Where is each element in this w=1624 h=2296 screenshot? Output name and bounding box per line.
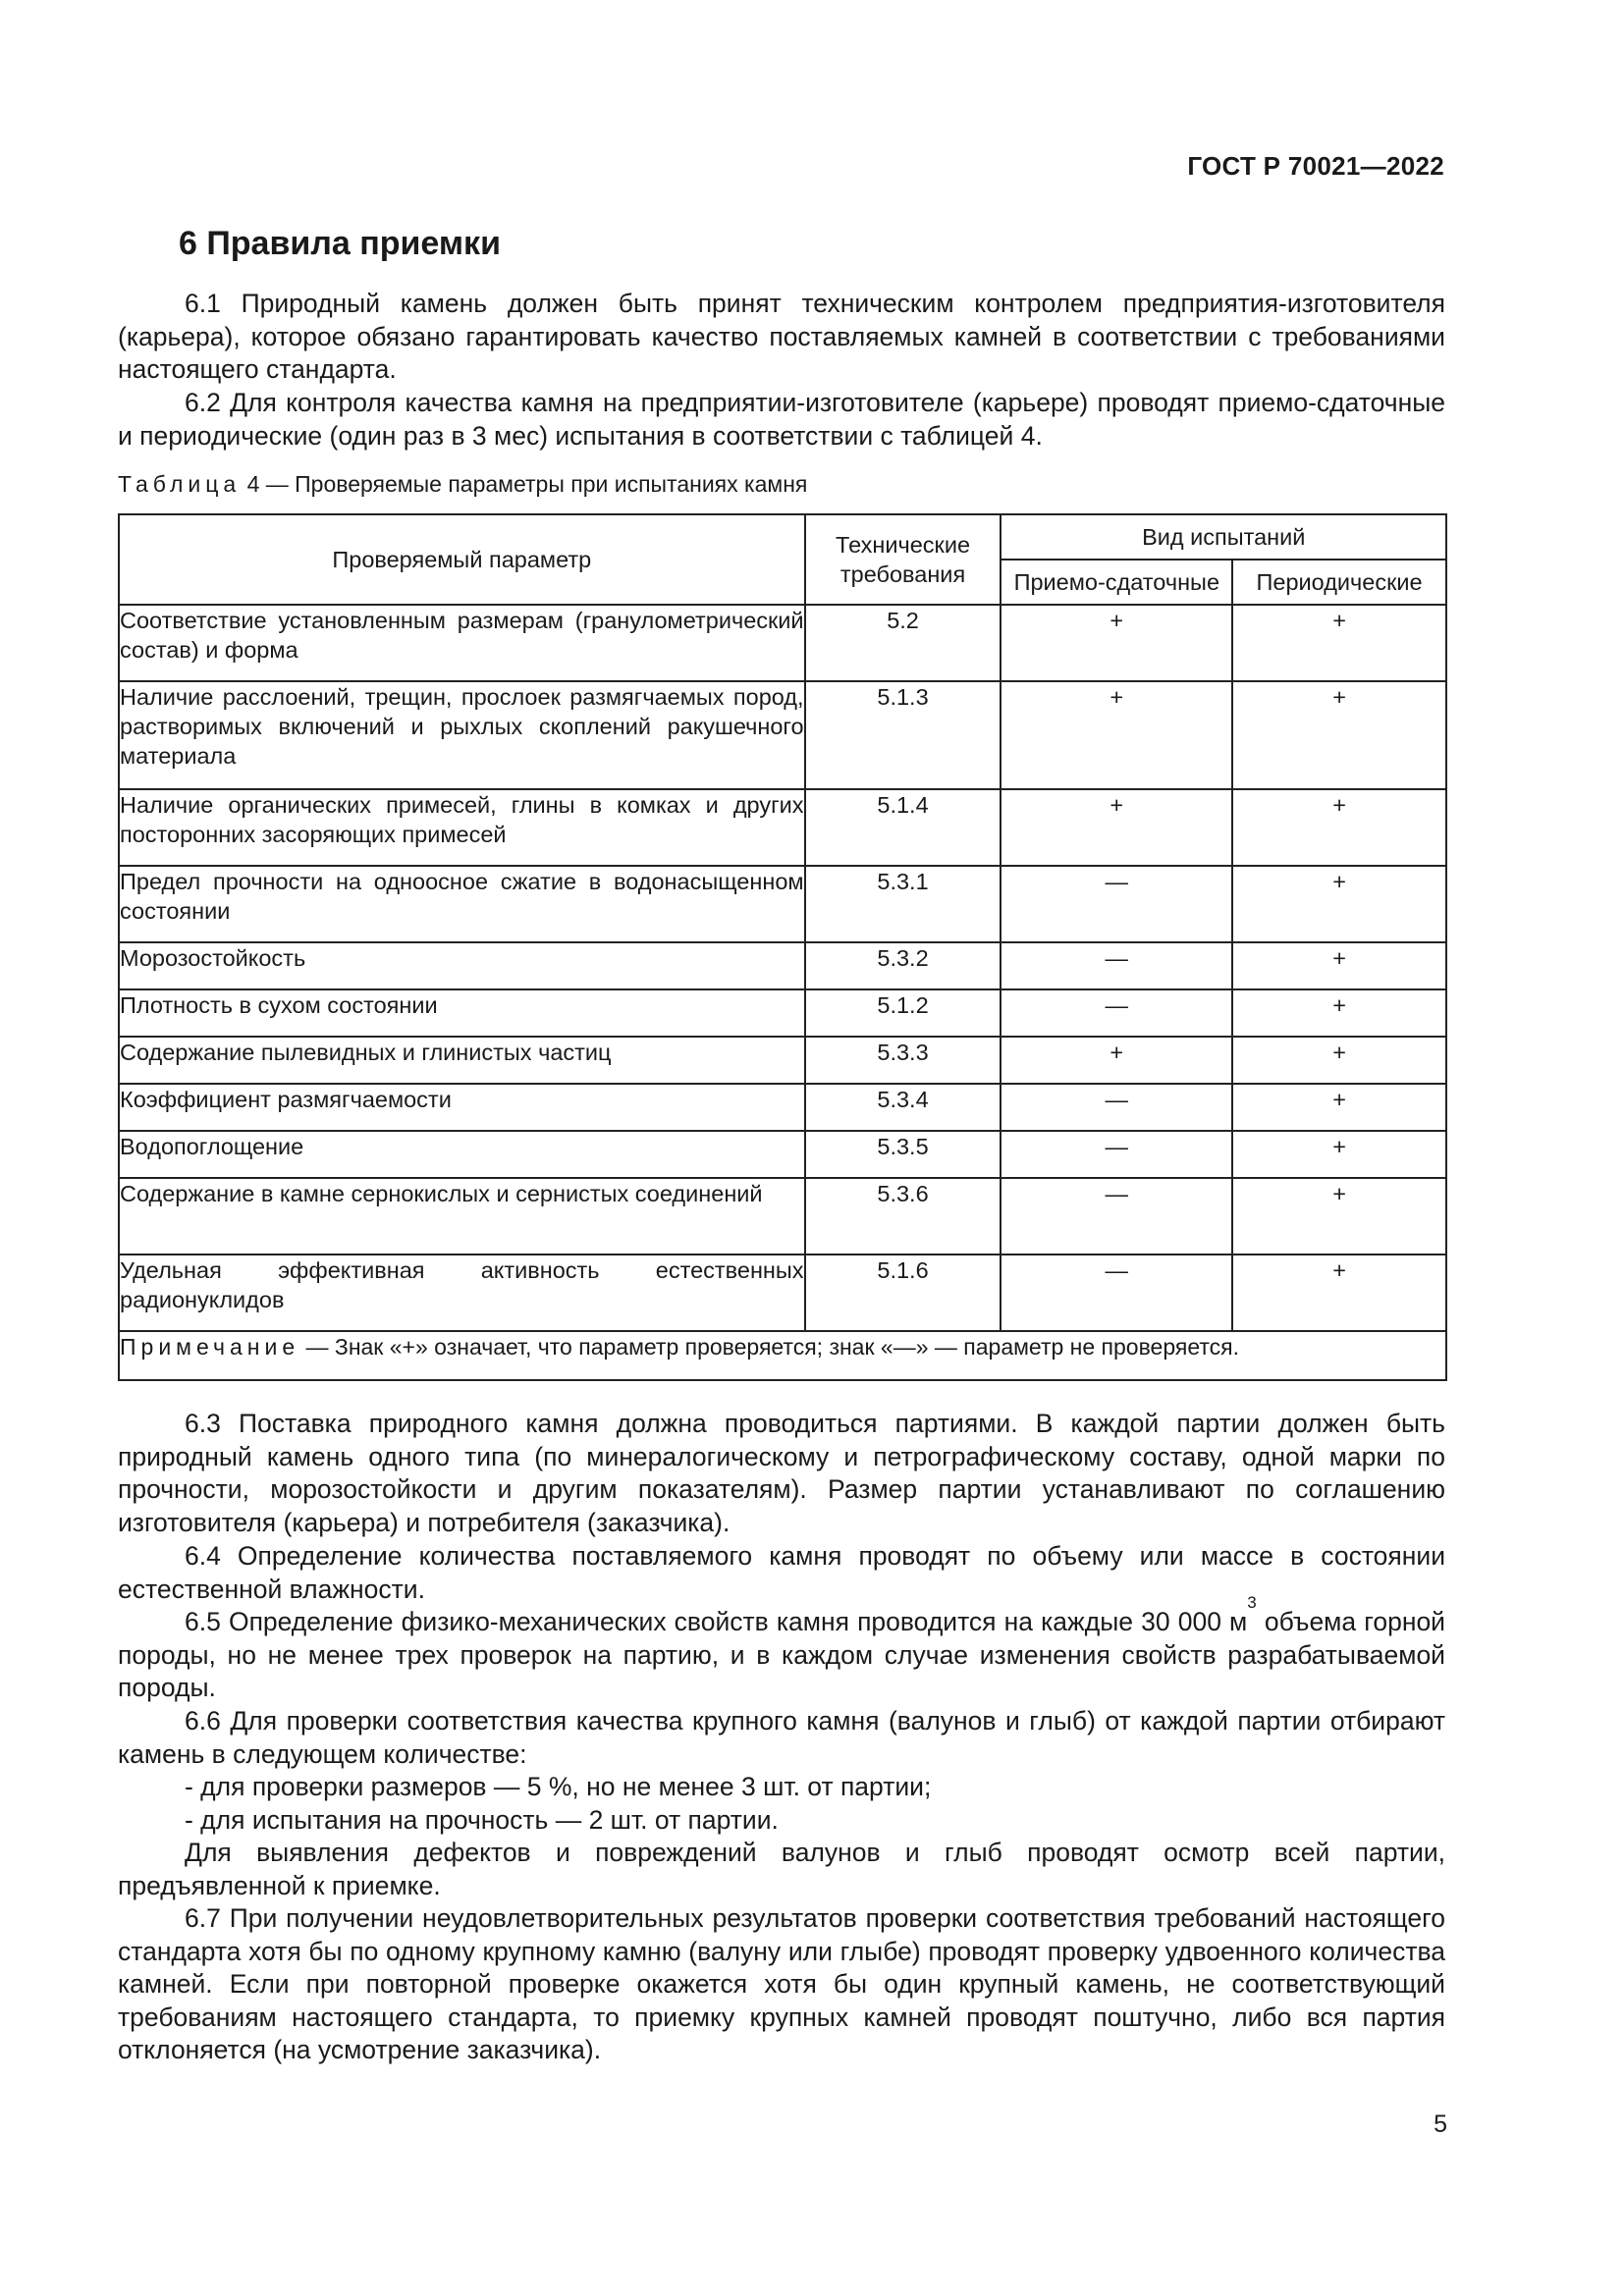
paragraph-6-5: [118, 1593, 1445, 1705]
paragraph-6-6: 6.6 Для проверки соответствия качества крупного камня (валунов и глыб) от каждой партии отбирают камень в следующем количестве:: [118, 1706, 1445, 1769]
list-item: - для испытания на прочность — 2 шт. от партии.: [185, 1805, 779, 1835]
paragraph-6-4: 6.4 Определение количества поставляемого камня проводят по объему или массе в состоянии естественной влажности.: [118, 1541, 1445, 1604]
page-number: 5: [1434, 2110, 1447, 2138]
row-req: 5.1.3: [805, 681, 1001, 789]
table-row: [119, 789, 1446, 866]
parameters-table: [118, 513, 1447, 1381]
row-req: 5.1.4: [805, 789, 1001, 866]
row-periodic: +: [1232, 681, 1446, 789]
row-periodic: +: [1232, 866, 1446, 942]
row-param: Наличие органических примесей, глины в комках и других посторонних засоряющих примесей: [119, 789, 805, 866]
header-acceptance: Приемо-сдаточные: [1001, 560, 1232, 605]
table-row: [119, 1037, 1446, 1084]
row-param: Предел прочности на одноосное сжатие в водонасыщенном состоянии: [119, 866, 805, 942]
row-req: 5.1.6: [805, 1255, 1001, 1331]
row-acceptance: —: [1001, 942, 1232, 989]
row-acceptance: —: [1001, 1255, 1232, 1331]
row-param: Водопоглощение: [119, 1131, 805, 1178]
row-periodic: +: [1232, 1037, 1446, 1084]
row-acceptance: —: [1001, 1131, 1232, 1178]
table-caption-label: Таблица: [118, 471, 242, 497]
row-req: 5.3.6: [805, 1178, 1001, 1255]
row-acceptance: +: [1001, 605, 1232, 681]
row-param: Морозостойкость: [119, 942, 805, 989]
header-req: Технические требования: [805, 514, 1001, 605]
table-row: [119, 1131, 1446, 1178]
section-title: 6 Правила приемки: [179, 225, 501, 262]
row-acceptance: —: [1001, 866, 1232, 942]
table-row: [119, 866, 1446, 942]
paragraph-6-2: 6.2 Для контроля качества камня на предприятии-изготовителе (карьере) проводят приемо-сдаточные и периодические (один раз в 3 мес) испытания в соответствии с таблицей 4.: [118, 388, 1445, 451]
table-row: [119, 681, 1446, 789]
list-item: - для проверки размеров — 5 %, но не менее 3 шт. от партии;: [185, 1772, 932, 1801]
row-acceptance: —: [1001, 1178, 1232, 1255]
document-header: ГОСТ Р 70021—2022: [1187, 151, 1444, 181]
row-periodic: +: [1232, 1131, 1446, 1178]
paragraph-6-5-text-b: объема горной породы, но не менее трех проверок на партию, и в каждом случае изменения свойств разрабатываемой породы.: [118, 1607, 1445, 1702]
header-param: Проверяемый параметр: [119, 514, 805, 605]
table-row: [119, 1178, 1446, 1255]
row-param: Коэффициент размягчаемости: [119, 1084, 805, 1131]
row-req: 5.1.2: [805, 989, 1001, 1037]
row-param: Содержание пылевидных и глинистых частиц: [119, 1037, 805, 1084]
header-periodic: Периодические: [1232, 560, 1446, 605]
table-row: [119, 1084, 1446, 1131]
row-acceptance: +: [1001, 1037, 1232, 1084]
table-row: [119, 942, 1446, 989]
superscript-3: 3: [1247, 1593, 1257, 1612]
table-row: [119, 989, 1446, 1037]
row-param: Содержание в камне сернокислых и сернистых соединений: [119, 1178, 805, 1255]
table-row: [119, 1255, 1446, 1331]
row-periodic: +: [1232, 1178, 1446, 1255]
row-req: 5.3.1: [805, 866, 1001, 942]
header-test-type: Вид испытаний: [1001, 514, 1446, 560]
row-req: 5.3.4: [805, 1084, 1001, 1131]
table-caption-text: 4 — Проверяемые параметры при испытаниях камня: [241, 471, 808, 497]
row-req: 5.2: [805, 605, 1001, 681]
row-req: 5.3.5: [805, 1131, 1001, 1178]
row-periodic: +: [1232, 989, 1446, 1037]
row-periodic: +: [1232, 789, 1446, 866]
row-acceptance: +: [1001, 681, 1232, 789]
row-periodic: +: [1232, 605, 1446, 681]
paragraph-6-7: 6.7 При получении неудовлетворительных результатов проверки соответствия требований настоящего стандарта хотя бы по одному крупному камню (валуну или глыбе) проводят проверку удвоенного количества камней. Если при повторной проверке окажется хотя бы один крупный камень, не соответствующий требованиям настоящего стандарта, то приемку крупных камней проводят поштучно, либо вся партия отклоняется (на усмотрение заказчика).: [118, 1903, 1445, 2064]
row-param: Удельная эффективная активность естественных радионуклидов: [119, 1255, 805, 1331]
paragraph-6-3: 6.3 Поставка природного камня должна проводиться партиями. В каждой партии должен быть природный камень одного типа (по минералогическому и петрографическому составу, одной марки по прочности, морозостойкости и другим показателям). Размер партии устанавливают по соглашению изготовителя (карьера) и потребителя (заказчика).: [118, 1409, 1445, 1537]
paragraph-6-1: 6.1 Природный камень должен быть принят техническим контролем предприятия-изготовителя (карьера), которое обязано гарантировать качество поставляемых камней в соответствии с требованиями настоящего стандарта.: [118, 289, 1445, 384]
table-note-label: Примечание: [120, 1334, 300, 1360]
row-param: Наличие расслоений, трещин, прослоек размягчаемых пород, растворимых включений и рыхлых скоплений ракушечного материала: [119, 681, 805, 789]
table-note: [119, 1331, 1446, 1380]
paragraph-6-5-text-a: 6.5 Определение физико-механических свойств камня проводится на каждые 30 000 м: [185, 1607, 1248, 1636]
table-row: [119, 605, 1446, 681]
table-note-text: — Знак «+» означает, что параметр проверяется; знак «—» — параметр не проверяется.: [299, 1334, 1239, 1360]
row-acceptance: +: [1001, 789, 1232, 866]
row-periodic: +: [1232, 1084, 1446, 1131]
table-caption: [118, 471, 807, 498]
paragraph-defects: Для выявления дефектов и повреждений валунов и глыб проводят осмотр всей партии, предъявленной к приемке.: [118, 1838, 1445, 1900]
row-acceptance: —: [1001, 1084, 1232, 1131]
row-periodic: +: [1232, 1255, 1446, 1331]
row-req: 5.3.2: [805, 942, 1001, 989]
row-acceptance: —: [1001, 989, 1232, 1037]
row-req: 5.3.3: [805, 1037, 1001, 1084]
row-param: Плотность в сухом состоянии: [119, 989, 805, 1037]
row-param: Соответствие установленным размерам (гранулометрический состав) и форма: [119, 605, 805, 681]
row-periodic: +: [1232, 942, 1446, 989]
